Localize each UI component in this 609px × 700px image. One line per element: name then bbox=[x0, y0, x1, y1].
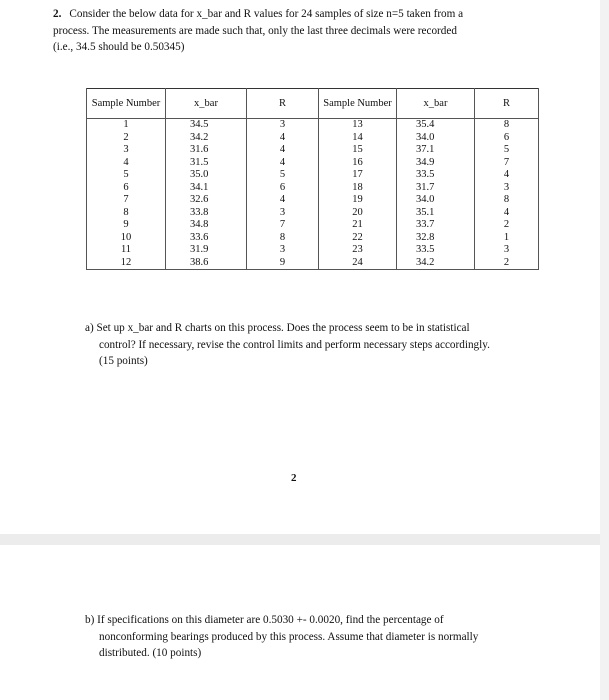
cell-xbar-value: 33.5 bbox=[416, 169, 435, 180]
cell-sample-number-value: 9 bbox=[123, 219, 129, 230]
cell-sample-number-value: 8 bbox=[123, 206, 129, 218]
cell-r bbox=[247, 157, 319, 170]
cell-sample-number bbox=[87, 232, 166, 245]
part-a-line-2: control? If necessary, revise the control limits and perform necessary steps accordingly. bbox=[99, 338, 490, 351]
cell-sample-number-value: 3 bbox=[123, 144, 129, 155]
cell-sample-number-value: 6 bbox=[123, 181, 129, 193]
cell-sample-number-value: 19 bbox=[352, 194, 363, 205]
cell-r-value: 4 bbox=[279, 131, 286, 143]
table-row bbox=[87, 257, 539, 270]
cell-xbar-value: 38.6 bbox=[190, 256, 209, 268]
cell-xbar bbox=[166, 169, 247, 182]
cell-xbar bbox=[397, 157, 475, 170]
cell-r-value: 3 bbox=[279, 119, 286, 130]
cell-r-value: 3 bbox=[503, 244, 510, 255]
scrollbar-track[interactable] bbox=[600, 0, 609, 700]
table-row bbox=[87, 144, 539, 157]
cell-xbar-value: 34.2 bbox=[416, 256, 435, 268]
cell-xbar-value: 32.6 bbox=[190, 194, 209, 205]
cell-r-value: 5 bbox=[503, 144, 510, 155]
part-b-line-1: b) If specifications on this diameter are 0.5030 +- 0.0020, find the percentage of bbox=[85, 614, 444, 626]
header-sample-number-2: Sample Number bbox=[319, 89, 397, 119]
cell-xbar-value: 34.9 bbox=[416, 156, 435, 168]
cell-xbar-value: 34.2 bbox=[190, 131, 209, 143]
table-row bbox=[87, 207, 539, 220]
cell-xbar-value: 35.1 bbox=[416, 206, 435, 218]
cell-r-value: 9 bbox=[279, 256, 286, 268]
cell-r-value: 3 bbox=[279, 244, 286, 255]
cell-sample-number-value: 12 bbox=[120, 256, 132, 268]
cell-sample-number bbox=[319, 119, 397, 132]
cell-r-value: 3 bbox=[279, 206, 286, 218]
part-a-question bbox=[85, 320, 525, 370]
cell-sample-number bbox=[87, 207, 166, 220]
cell-sample-number bbox=[319, 219, 397, 232]
cell-xbar-value: 32.8 bbox=[416, 231, 435, 243]
cell-xbar bbox=[166, 119, 247, 132]
cell-xbar-value: 34.8 bbox=[190, 219, 209, 230]
cell-sample-number bbox=[87, 219, 166, 232]
cell-r bbox=[247, 219, 319, 232]
cell-r-value: 5 bbox=[279, 169, 286, 180]
cell-r bbox=[247, 182, 319, 195]
cell-r bbox=[247, 132, 319, 145]
table-row bbox=[87, 232, 539, 245]
cell-r-value: 4 bbox=[279, 194, 286, 205]
cell-xbar-value: 33.6 bbox=[190, 231, 209, 243]
cell-xbar bbox=[397, 257, 475, 270]
cell-r bbox=[475, 219, 539, 232]
cell-r-value: 8 bbox=[279, 231, 286, 243]
cell-xbar bbox=[397, 207, 475, 220]
cell-r bbox=[475, 169, 539, 182]
cell-sample-number-value: 11 bbox=[120, 244, 132, 255]
cell-xbar bbox=[397, 119, 475, 132]
cell-sample-number bbox=[319, 169, 397, 182]
question-text-line-2: process. The measurements are made such that, only the last three decimals were recorded bbox=[53, 24, 457, 37]
cell-sample-number bbox=[87, 182, 166, 195]
cell-sample-number bbox=[87, 144, 166, 157]
table-row bbox=[87, 182, 539, 195]
part-b-line-2: nonconforming bearings produced by this process. Assume that diameter is normally bbox=[99, 630, 479, 643]
cell-r bbox=[475, 132, 539, 145]
table-row bbox=[87, 244, 539, 257]
part-b-line-3: distributed. (10 points) bbox=[99, 647, 202, 659]
cell-r-value: 6 bbox=[279, 181, 286, 193]
cell-xbar bbox=[166, 244, 247, 257]
cell-sample-number-value: 15 bbox=[352, 144, 363, 155]
cell-sample-number bbox=[87, 194, 166, 207]
cell-xbar bbox=[166, 132, 247, 145]
cell-r bbox=[475, 182, 539, 195]
cell-sample-number bbox=[319, 257, 397, 270]
cell-r-value: 3 bbox=[503, 181, 510, 193]
table-header-row bbox=[87, 89, 539, 119]
question-number: 2. bbox=[53, 8, 62, 20]
cell-sample-number bbox=[319, 144, 397, 157]
table-row bbox=[87, 169, 539, 182]
page-separator bbox=[0, 534, 609, 545]
cell-r-value: 8 bbox=[503, 194, 510, 205]
cell-xbar bbox=[397, 132, 475, 145]
cell-r-value: 7 bbox=[503, 156, 510, 168]
cell-sample-number-value: 17 bbox=[352, 169, 363, 180]
cell-xbar bbox=[397, 244, 475, 257]
cell-xbar bbox=[166, 219, 247, 232]
cell-xbar bbox=[397, 232, 475, 245]
cell-xbar bbox=[397, 219, 475, 232]
cell-sample-number-value: 1 bbox=[123, 119, 129, 130]
cell-r bbox=[475, 257, 539, 270]
cell-sample-number-value: 24 bbox=[352, 256, 363, 268]
cell-sample-number bbox=[319, 182, 397, 195]
table-row bbox=[87, 157, 539, 170]
cell-r-value: 4 bbox=[279, 144, 286, 155]
cell-r-value: 2 bbox=[503, 219, 510, 230]
sample-data-table bbox=[86, 88, 539, 270]
header-r-2: R bbox=[475, 89, 539, 119]
cell-r bbox=[475, 194, 539, 207]
cell-xbar bbox=[166, 257, 247, 270]
cell-xbar-value: 33.7 bbox=[416, 219, 435, 230]
cell-sample-number-value: 14 bbox=[352, 131, 363, 143]
cell-r bbox=[475, 207, 539, 220]
page-number: 2 bbox=[291, 472, 297, 484]
cell-xbar bbox=[166, 194, 247, 207]
cell-xbar-value: 35.4 bbox=[416, 119, 435, 130]
cell-xbar bbox=[397, 194, 475, 207]
cell-r-value: 2 bbox=[503, 256, 510, 268]
cell-xbar-value: 33.5 bbox=[416, 244, 435, 255]
cell-sample-number bbox=[319, 157, 397, 170]
cell-sample-number-value: 4 bbox=[123, 156, 129, 168]
cell-xbar bbox=[166, 207, 247, 220]
header-r-1: R bbox=[247, 89, 319, 119]
cell-sample-number bbox=[87, 257, 166, 270]
part-a-line-3: (15 points) bbox=[99, 355, 148, 367]
cell-r-value: 4 bbox=[503, 206, 510, 218]
cell-r-value: 7 bbox=[279, 219, 286, 230]
question-text-line-3: (i.e., 34.5 should be 0.50345) bbox=[53, 41, 185, 53]
cell-r bbox=[475, 119, 539, 132]
cell-sample-number-value: 13 bbox=[352, 119, 363, 130]
cell-r bbox=[475, 144, 539, 157]
cell-sample-number-value: 5 bbox=[123, 169, 129, 180]
cell-r-value: 8 bbox=[503, 119, 510, 130]
cell-xbar-value: 34.5 bbox=[190, 119, 209, 130]
cell-xbar bbox=[397, 144, 475, 157]
cell-sample-number bbox=[87, 132, 166, 145]
cell-sample-number bbox=[87, 169, 166, 182]
part-b-question bbox=[85, 612, 525, 662]
cell-sample-number bbox=[87, 244, 166, 257]
cell-xbar bbox=[166, 232, 247, 245]
cell-sample-number bbox=[319, 132, 397, 145]
part-a-line-1: a) Set up x_bar and R charts on this process. Does the process seem to be in statistical bbox=[85, 322, 470, 334]
cell-r bbox=[247, 232, 319, 245]
cell-r bbox=[247, 144, 319, 157]
cell-sample-number-value: 20 bbox=[352, 206, 363, 218]
question-text-line-1: Consider the below data for x_bar and R values for 24 samples of size n=5 taken from a bbox=[69, 8, 464, 20]
header-xbar-1: x_bar bbox=[166, 89, 247, 119]
header-sample-number-1: Sample Number bbox=[87, 89, 166, 119]
cell-r bbox=[247, 119, 319, 132]
cell-xbar-value: 31.7 bbox=[416, 181, 435, 193]
cell-r bbox=[247, 207, 319, 220]
cell-sample-number-value: 21 bbox=[352, 219, 363, 230]
cell-sample-number bbox=[87, 157, 166, 170]
cell-sample-number bbox=[87, 119, 166, 132]
cell-r-value: 4 bbox=[503, 169, 510, 180]
cell-sample-number bbox=[319, 207, 397, 220]
cell-xbar bbox=[397, 169, 475, 182]
cell-r-value: 6 bbox=[503, 131, 510, 143]
cell-xbar-value: 34.0 bbox=[416, 131, 435, 143]
cell-xbar-value: 31.5 bbox=[190, 156, 209, 168]
cell-sample-number-value: 2 bbox=[123, 131, 129, 143]
cell-r bbox=[475, 232, 539, 245]
table-row bbox=[87, 194, 539, 207]
cell-xbar-value: 34.1 bbox=[190, 181, 209, 193]
cell-sample-number-value: 7 bbox=[123, 194, 129, 205]
cell-sample-number-value: 16 bbox=[352, 156, 363, 168]
cell-r bbox=[247, 194, 319, 207]
question-intro bbox=[53, 6, 523, 56]
table-row bbox=[87, 119, 539, 132]
cell-xbar-value: 31.6 bbox=[190, 144, 209, 155]
cell-xbar-value: 35.0 bbox=[190, 169, 209, 180]
cell-sample-number bbox=[319, 232, 397, 245]
cell-sample-number bbox=[319, 194, 397, 207]
cell-r bbox=[475, 157, 539, 170]
table-row bbox=[87, 219, 539, 232]
cell-r bbox=[475, 244, 539, 257]
cell-xbar bbox=[397, 182, 475, 195]
cell-xbar-value: 31.9 bbox=[190, 244, 209, 255]
header-xbar-2: x_bar bbox=[397, 89, 475, 119]
cell-sample-number-value: 22 bbox=[352, 231, 363, 243]
cell-r-value: 1 bbox=[503, 231, 510, 243]
cell-xbar bbox=[166, 144, 247, 157]
cell-sample-number-value: 10 bbox=[120, 231, 132, 243]
cell-r bbox=[247, 244, 319, 257]
cell-r bbox=[247, 169, 319, 182]
cell-sample-number-value: 18 bbox=[352, 181, 363, 193]
cell-sample-number bbox=[319, 244, 397, 257]
cell-xbar-value: 37.1 bbox=[416, 144, 435, 155]
cell-sample-number-value: 23 bbox=[352, 244, 363, 255]
cell-xbar bbox=[166, 182, 247, 195]
cell-r bbox=[247, 257, 319, 270]
cell-xbar bbox=[166, 157, 247, 170]
cell-xbar-value: 34.0 bbox=[416, 194, 435, 205]
table-body bbox=[87, 119, 539, 270]
cell-xbar-value: 33.8 bbox=[190, 206, 209, 218]
table-row bbox=[87, 132, 539, 145]
cell-r-value: 4 bbox=[279, 156, 286, 168]
